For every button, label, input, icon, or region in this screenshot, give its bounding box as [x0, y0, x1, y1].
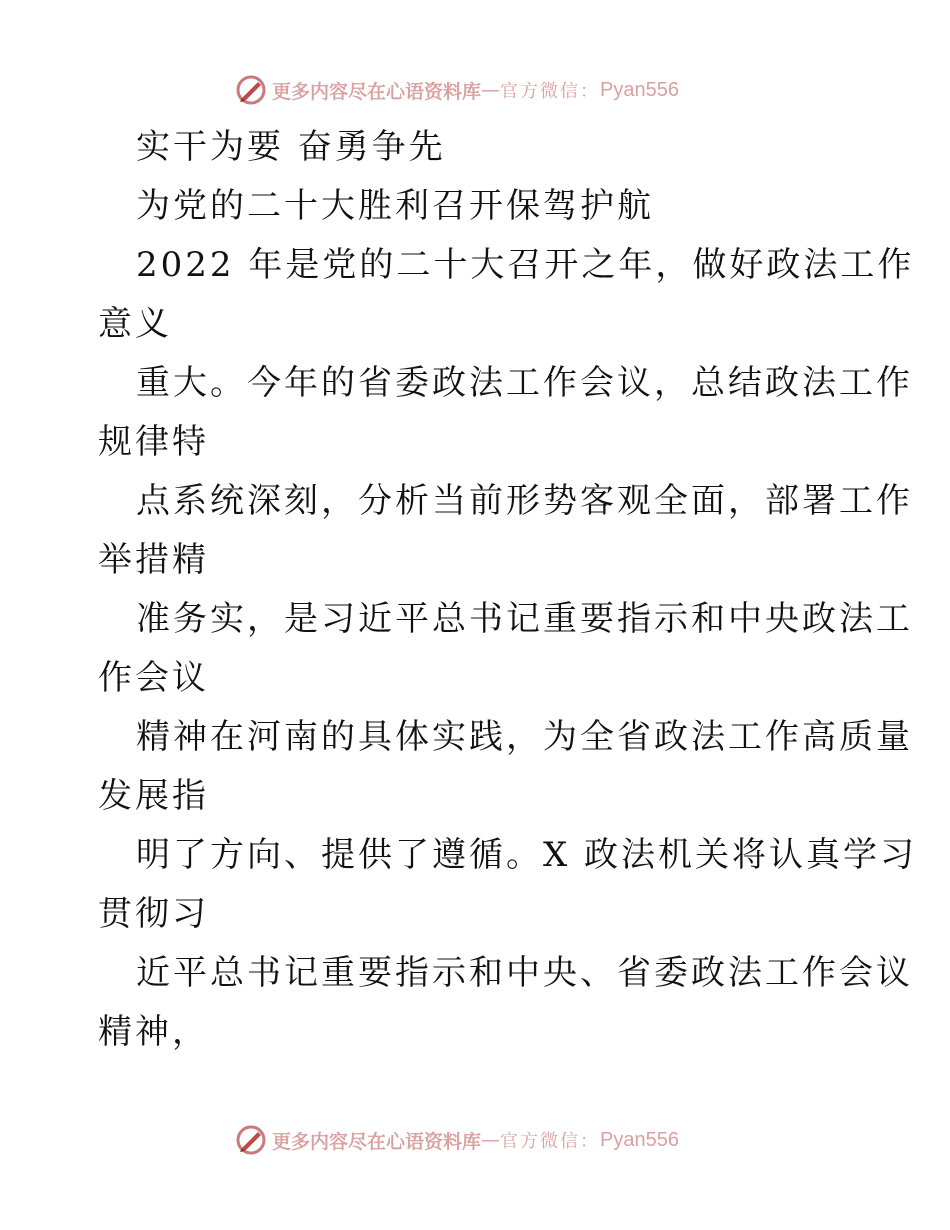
- paragraph-line: 精神在河南的具体实践，为全省政法工作高质量: [136, 717, 913, 757]
- document-body: [98, 118, 918, 1062]
- watermark-official-label: 官方微信：: [500, 81, 601, 102]
- paragraph-line: 2022 年是党的二十大召开之年，做好政法工作: [136, 245, 915, 285]
- watermark-wechat-id: Pyan556: [600, 78, 679, 101]
- watermark-site: 更多内容尽在心语资料库: [272, 80, 482, 103]
- document-subtitle: 为党的二十大胜利召开保驾护航: [136, 186, 654, 226]
- paragraph-line: 明了方向、提供了遵循。X 政法机关将认真学习: [136, 835, 918, 875]
- paragraph-line: 近平总书记重要指示和中央、省委政法工作会议: [136, 953, 913, 993]
- paragraph-line: 作会议: [98, 658, 209, 698]
- watermark-official-label: 官方微信：: [500, 1131, 601, 1152]
- watermark-wechat-id: Pyan556: [600, 1128, 679, 1151]
- paragraph-line: 规律特: [98, 422, 209, 462]
- watermark-footer: [234, 1122, 679, 1158]
- paragraph-line: 重大。今年的省委政法工作会议，总结政法工作: [136, 363, 913, 403]
- pen-logo-icon: [234, 1123, 268, 1157]
- document-title: 实干为要 奋勇争先: [136, 127, 446, 167]
- paragraph-line: 准务实，是习近平总书记重要指示和中央政法工: [136, 599, 913, 639]
- watermark-dash: —: [481, 79, 501, 101]
- paragraph-line: 点系统深刻，分析当前形势客观全面，部署工作: [136, 481, 913, 521]
- watermark-site: 更多内容尽在心语资料库: [272, 1130, 482, 1153]
- paragraph-line: 发展指: [98, 776, 209, 816]
- pen-logo-icon: [234, 73, 268, 107]
- paragraph-line: 意义: [98, 304, 172, 344]
- watermark-header: [234, 72, 679, 108]
- paragraph-line: 精神，: [98, 1012, 209, 1052]
- watermark-dash: —: [481, 1129, 501, 1151]
- paragraph-line: 举措精: [98, 540, 209, 580]
- paragraph-line: 贯彻习: [98, 894, 209, 934]
